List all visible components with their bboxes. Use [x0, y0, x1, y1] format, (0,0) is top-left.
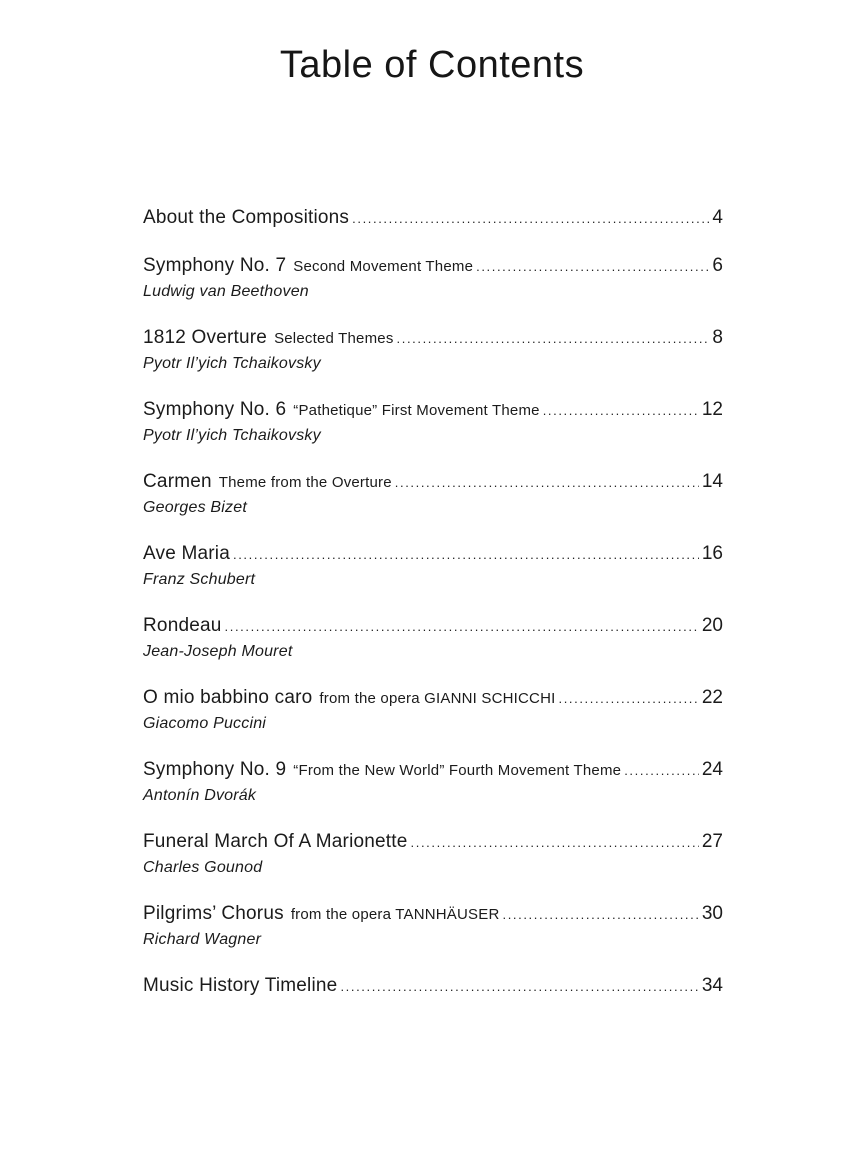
toc-entry — [143, 830, 723, 879]
entry-composer: Antonín Dvorák — [143, 787, 257, 804]
entry-title: Symphony No. 6 — [143, 399, 287, 420]
entry-title: About the Compositions — [143, 207, 350, 228]
toc-entry-line — [143, 974, 723, 999]
dot-leader-line — [543, 399, 699, 423]
toc-entry-line — [143, 758, 723, 783]
dot-leader-line — [225, 615, 699, 639]
toc-entry — [143, 254, 723, 303]
entry-page-number: 12 — [701, 399, 723, 420]
entry-subtitle: “From the New World” Fourth Movement Theme — [293, 762, 622, 779]
toc-entry — [143, 398, 723, 447]
entry-subtitle: from the opera GIANNI SCHICCHI — [319, 690, 556, 707]
toc-entry-line — [143, 686, 723, 711]
dot-leader-line — [397, 327, 710, 351]
toc-entry — [143, 614, 723, 663]
toc-entry-line — [143, 254, 723, 279]
entry-title: Pilgrims’ Chorus — [143, 903, 284, 924]
entry-page-number: 22 — [701, 687, 723, 708]
entry-title: Funeral March Of A Marionette — [143, 831, 408, 852]
toc-entry — [143, 542, 723, 591]
entry-page-number: 24 — [701, 759, 723, 780]
entry-page-number: 27 — [701, 831, 723, 852]
toc-entry — [143, 686, 723, 735]
toc-entry-line — [143, 398, 723, 423]
entry-title: Carmen — [143, 471, 212, 492]
toc-entry-line — [143, 902, 723, 927]
entry-page-number: 16 — [701, 543, 723, 564]
page-title: Table of Contents — [279, 44, 585, 86]
toc-entry-line — [143, 326, 723, 351]
entry-subtitle: from the opera TANNHÄUSER — [290, 906, 500, 923]
toc-entry-line — [143, 614, 723, 639]
entry-title: Symphony No. 9 — [143, 759, 287, 780]
toc-entry — [143, 470, 723, 519]
entry-composer: Franz Schubert — [143, 571, 256, 588]
entry-subtitle: “Pathetique” First Movement Theme — [293, 402, 540, 419]
toc-entry — [143, 902, 723, 951]
entry-page-number: 8 — [712, 327, 723, 348]
entry-page-number: 4 — [712, 207, 723, 228]
toc-entry-line — [143, 470, 723, 495]
toc-list — [143, 206, 723, 999]
dot-leader-line — [411, 831, 699, 855]
toc-entry-line — [143, 542, 723, 567]
toc-entry — [143, 758, 723, 807]
dot-leader-line — [558, 687, 698, 711]
toc-entry — [143, 974, 723, 999]
entry-title: 1812 Overture — [143, 327, 268, 348]
entry-composer: Georges Bizet — [143, 499, 247, 516]
dot-leader-line — [395, 471, 699, 495]
entry-composer: Jean-Joseph Mouret — [143, 643, 293, 660]
toc-entry — [143, 326, 723, 375]
entry-title: Music History Timeline — [143, 975, 338, 996]
entry-composer: Pyotr Il’yich Tchaikovsky — [143, 355, 321, 372]
entry-composer: Giacomo Puccini — [143, 715, 267, 732]
dot-leader-line — [476, 255, 709, 279]
entry-page-number: 20 — [701, 615, 723, 636]
entry-title: O mio babbino caro — [143, 687, 313, 708]
entry-page-number: 34 — [701, 975, 723, 996]
entry-composer: Charles Gounod — [143, 859, 263, 876]
toc-entry-line — [143, 206, 723, 231]
dot-leader-line — [340, 975, 698, 999]
entry-page-number: 6 — [712, 255, 723, 276]
entry-title: Rondeau — [143, 615, 222, 636]
toc-entry-line — [143, 830, 723, 855]
entry-page-number: 14 — [701, 471, 723, 492]
dot-leader-line — [624, 759, 699, 783]
dot-leader-line — [233, 543, 699, 567]
entry-page-number: 30 — [701, 903, 723, 924]
entry-subtitle: Theme from the Overture — [218, 474, 392, 491]
entry-title: Symphony No. 7 — [143, 255, 287, 276]
entry-composer: Ludwig van Beethoven — [143, 283, 309, 300]
entry-subtitle: Selected Themes — [274, 330, 394, 347]
entry-composer: Richard Wagner — [143, 931, 262, 948]
dot-leader-line — [352, 207, 709, 231]
entry-composer: Pyotr Il’yich Tchaikovsky — [143, 427, 321, 444]
dot-leader-line — [503, 903, 699, 927]
entry-subtitle: Second Movement Theme — [293, 258, 474, 275]
entry-title: Ave Maria — [143, 543, 230, 564]
toc-entry — [143, 206, 723, 231]
